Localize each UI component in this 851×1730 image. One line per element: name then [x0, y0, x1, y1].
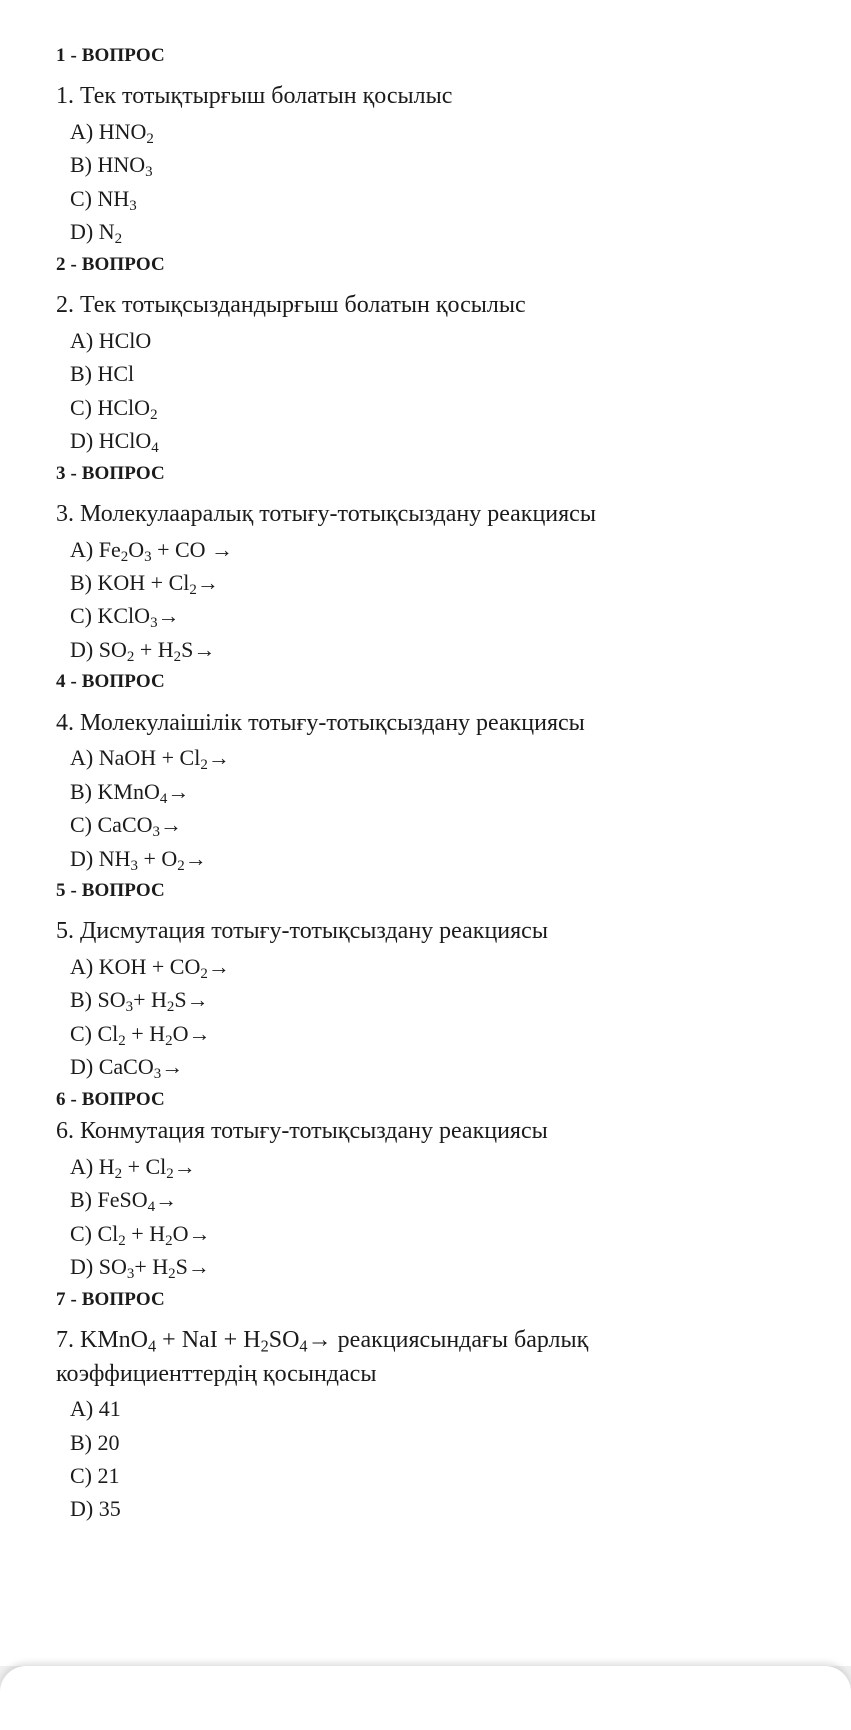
option-item[interactable]: C) CaCO$_3$→ [70, 812, 182, 841]
questions-list [56, 45, 795, 1526]
option-item[interactable]: C) KClO$_3$→ [70, 603, 180, 632]
option-item[interactable]: B) $HNO_3$ [70, 152, 153, 181]
option-item[interactable]: B) KOH + $Cl_2\to$ [70, 569, 219, 599]
option-item[interactable]: D) CaCO$_3$→ [70, 1054, 184, 1083]
question-text: 7. KMnO$_4$ + NaI + $H_2SO_4\to$ реакциясындағы барлық коэффициенттердің қосындасы [56, 1326, 595, 1387]
bottom-sheet-edge [0, 1666, 851, 1730]
option-item[interactable]: A) HClO [70, 327, 152, 353]
option-item[interactable]: C) HClO$_2$ [70, 394, 158, 423]
question-header: 1 - ВОПРОС [56, 45, 165, 66]
option-item[interactable]: A) KOH + $CO_2\to$ [70, 954, 230, 983]
question-header: 2 - ВОПРОС [56, 253, 165, 275]
option-item[interactable]: D) $N_2$ [70, 219, 123, 248]
question-block [56, 254, 795, 458]
option-item[interactable]: B) 20 [70, 1429, 120, 1455]
option-list [56, 533, 795, 667]
question-header: 5 - ВОПРОС [56, 880, 165, 901]
question-text: 5. Дисмутация тотығу-тотықсыздану реакциясы [56, 918, 548, 945]
option-item[interactable]: A) NaOH + $Cl_2\to$ [70, 745, 230, 774]
question-block [56, 1089, 795, 1284]
option-item[interactable]: D) HClO$_4$ [70, 428, 159, 457]
option-list [56, 741, 795, 875]
question-header: 3 - ВОПРОС [56, 462, 165, 484]
question-block [56, 1289, 795, 1526]
option-item[interactable]: B) HCl [70, 361, 135, 387]
option-item[interactable]: B) $SO_3+ H_2S\to$ [70, 987, 209, 1016]
question-header: 4 - ВОПРОС [56, 671, 165, 693]
question-text: 3. Молекулааралық тотығу-тотықсыздану реакциясы [56, 500, 596, 527]
option-item[interactable]: C) $Cl_2 + H_2O\to$ [70, 1020, 211, 1050]
option-item[interactable]: D) $SO_3+ H_2S\to$ [70, 1254, 210, 1283]
option-list [56, 115, 795, 249]
question-text: 6. Конмутация тотығу-тотықсыздану реакциясы [56, 1118, 548, 1145]
option-list [56, 324, 795, 458]
question-header: 7 - ВОПРОС [56, 1288, 165, 1310]
question-block [56, 671, 795, 875]
option-item[interactable]: A) $HNO_2$ [70, 119, 154, 148]
option-list [56, 950, 795, 1084]
option-item[interactable]: A) $H_2 + Cl_2\to$ [70, 1153, 196, 1182]
question-text: 2. Тек тотықсыздандырғыш болатын қосылыс [56, 292, 526, 319]
option-item[interactable]: A) $Fe_2O_3$ + CO → [70, 536, 234, 565]
option-list [56, 1150, 795, 1284]
option-item[interactable]: B) FeSO$_4$→ [70, 1187, 178, 1216]
question-block [56, 463, 795, 667]
option-item[interactable]: C) $Cl_2 + H_2O\to$ [70, 1220, 211, 1249]
option-item[interactable]: C) 21 [70, 1462, 120, 1488]
question-header: 6 - ВОПРОС [56, 1088, 165, 1110]
option-list [56, 1392, 795, 1526]
option-item[interactable]: D) $SO_2 + H_2S\to$ [70, 636, 216, 665]
question-text: 4. Молекулаішілік тотығу-тотықсыздану реакциясы [56, 709, 585, 736]
option-item[interactable]: C) $NH_3$ [70, 185, 137, 215]
option-item[interactable]: B) KMnO$_4$→ [70, 778, 190, 807]
question-block [56, 45, 795, 249]
question-text: 1. Тек тотықтырғыш болатын қосылыс [56, 83, 453, 110]
option-item[interactable]: A) 41 [70, 1396, 121, 1422]
option-item[interactable]: D) $NH_3 + O_2\to$ [70, 845, 207, 874]
question-block [56, 880, 795, 1084]
option-item[interactable]: D) 35 [70, 1496, 121, 1522]
